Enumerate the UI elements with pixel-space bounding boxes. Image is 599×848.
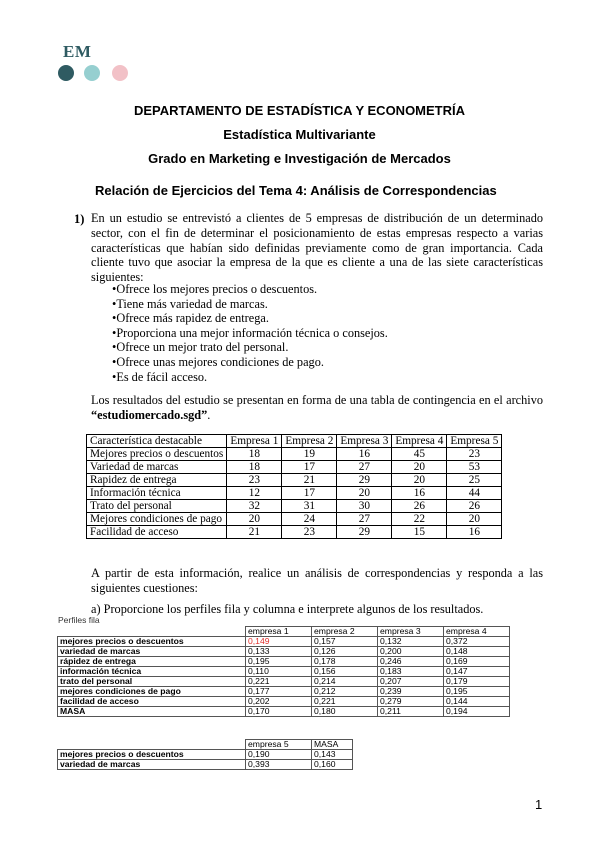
- subject-heading: Estadística Multivariante: [223, 127, 376, 142]
- row-profiles-table: [57, 626, 510, 717]
- table-cell: 29: [337, 526, 392, 539]
- row-label: trato del personal: [58, 677, 246, 687]
- row-label: facilidad de acceso: [58, 697, 246, 707]
- column-header: Empresa 2: [282, 435, 337, 448]
- table-row: [58, 750, 353, 760]
- table-header-row: [58, 627, 510, 637]
- list-item: • Ofrece los mejores precios o descuentos.: [112, 282, 388, 297]
- table-cell: 27: [337, 513, 392, 526]
- table-cell: 17: [282, 487, 337, 500]
- results-text: Los resultados del estudio se presentan en forma de una tabla de contingencia en el archivo: [91, 393, 543, 407]
- highlighted-cell: 0,149: [246, 637, 312, 647]
- sub-question-a: a) Proporcione los perfiles fila y columna e interprete algunos de los resultados.: [91, 602, 484, 616]
- table-row: [58, 657, 510, 667]
- table-cell: 23: [227, 474, 282, 487]
- table-cell: 53: [447, 461, 502, 474]
- table-cell: 0,178: [312, 657, 378, 667]
- table-cell: 0,132: [378, 637, 444, 647]
- table-cell: 32: [227, 500, 282, 513]
- table-cell: 0,183: [378, 667, 444, 677]
- table-cell: 0,214: [312, 677, 378, 687]
- table-cell: 17: [282, 461, 337, 474]
- column-header: empresa 1: [246, 627, 312, 637]
- table-cell: 22: [392, 513, 447, 526]
- table-cell: 16: [447, 526, 502, 539]
- row-profiles-label: Perfiles fila: [58, 615, 100, 625]
- table-cell: 31: [282, 500, 337, 513]
- table-cell: 0,157: [312, 637, 378, 647]
- table-row: [87, 448, 502, 461]
- table-cell: 0,110: [246, 667, 312, 677]
- row-label: variedad de marcas: [58, 760, 246, 770]
- table-row: [58, 760, 353, 770]
- page-number: 1: [535, 797, 543, 812]
- table-cell: 0,194: [444, 707, 510, 717]
- column-header: empresa 5: [246, 740, 312, 750]
- table-row: [87, 500, 502, 513]
- table-cell: 25: [447, 474, 502, 487]
- row-label: mejores precios o descuentos: [58, 750, 246, 760]
- table-cell: 27: [337, 461, 392, 474]
- row-label: Rapidez de entrega: [87, 474, 227, 487]
- table-cell: 24: [282, 513, 337, 526]
- table-cell: 20: [392, 474, 447, 487]
- table-cell: 23: [282, 526, 337, 539]
- column-header: Característica destacable: [87, 435, 227, 448]
- table-header-row: [58, 740, 353, 750]
- table-cell: 20: [392, 461, 447, 474]
- table-cell: 18: [227, 461, 282, 474]
- row-label: mejores condiciones de pago: [58, 687, 246, 697]
- results-paragraph: [91, 393, 543, 423]
- row-label: Facilidad de acceso: [87, 526, 227, 539]
- table-cell: 20: [227, 513, 282, 526]
- table-cell: 18: [227, 448, 282, 461]
- list-item: • Ofrece más rapidez de entrega.: [112, 311, 388, 326]
- row-label: MASA: [58, 707, 246, 717]
- table-cell: 0,212: [312, 687, 378, 697]
- table-row: [58, 687, 510, 697]
- row-label: Variedad de marcas: [87, 461, 227, 474]
- table-cell: 0,202: [246, 697, 312, 707]
- column-header: empresa 2: [312, 627, 378, 637]
- table-cell: 20: [447, 513, 502, 526]
- table-cell: 0,200: [378, 647, 444, 657]
- results-end: .: [207, 407, 211, 422]
- instructions-paragraph: A partir de esta información, realice un análisis de correspondencias y responda a las siguientes cuestiones:: [91, 566, 543, 595]
- table-cell: 0,279: [378, 697, 444, 707]
- table-cell: 0,211: [378, 707, 444, 717]
- question-number: 1): [74, 212, 85, 226]
- table-cell: 0,147: [444, 667, 510, 677]
- table-cell: 0,195: [246, 657, 312, 667]
- row-profiles-table-continued: [57, 739, 353, 770]
- row-label: información técnica: [58, 667, 246, 677]
- table-cell: 0,133: [246, 647, 312, 657]
- table-cell: 21: [227, 526, 282, 539]
- table-cell: 29: [337, 474, 392, 487]
- logo-dot-pink: [112, 65, 128, 81]
- question-intro: En un estudio se entrevistó a clientes de 5 empresas de distribución de un determinado sector, con el fin de determinar el posicionamiento de estas empresas respecto a varias características que habían sido definidas previamente como de gran importancia. Cada cliente tuvo que asociar la empresa de la que es cliente a una de las siete características siguientes:: [91, 211, 543, 285]
- table-cell: 15: [392, 526, 447, 539]
- degree-heading: Grado en Marketing e Investigación de Mercados: [148, 151, 451, 166]
- table-cell: 0,144: [444, 697, 510, 707]
- table-row: [58, 707, 510, 717]
- logo-text: EM: [63, 42, 92, 61]
- table-cell: 0,148: [444, 647, 510, 657]
- table-cell: 23: [447, 448, 502, 461]
- table-cell: 0,169: [444, 657, 510, 667]
- table-cell: 0,393: [246, 760, 312, 770]
- table-cell: 0,180: [312, 707, 378, 717]
- table-cell: 26: [392, 500, 447, 513]
- logo-dot-dark: [58, 65, 74, 81]
- table-cell: 44: [447, 487, 502, 500]
- table-cell: 0,239: [378, 687, 444, 697]
- table-row: [87, 461, 502, 474]
- data-file-name: “estudiomercado.sgd”: [91, 407, 208, 422]
- row-label: Mejores precios o descuentos: [87, 448, 227, 461]
- table-row: [87, 487, 502, 500]
- table-cell: 30: [337, 500, 392, 513]
- table-cell: 12: [227, 487, 282, 500]
- table-cell: 21: [282, 474, 337, 487]
- table-row: [58, 697, 510, 707]
- department-heading: DEPARTAMENTO DE ESTADÍSTICA Y ECONOMETRÍA: [133, 103, 466, 118]
- contingency-table: [86, 434, 502, 539]
- empty-corner-cell: [58, 740, 246, 750]
- table-row: [87, 526, 502, 539]
- table-row: [87, 513, 502, 526]
- column-header: empresa 3: [378, 627, 444, 637]
- table-cell: 0,126: [312, 647, 378, 657]
- table-cell: 0,143: [312, 750, 353, 760]
- table-cell: 0,156: [312, 667, 378, 677]
- table-cell: 20: [337, 487, 392, 500]
- em-logo: [58, 42, 138, 84]
- table-cell: 0,221: [246, 677, 312, 687]
- table-cell: 26: [447, 500, 502, 513]
- column-header: Empresa 1: [227, 435, 282, 448]
- row-label: Trato del personal: [87, 500, 227, 513]
- row-label: mejores precios o descuentos: [58, 637, 246, 647]
- table-row: [58, 637, 510, 647]
- table-cell: 0,246: [378, 657, 444, 667]
- table-cell: 16: [337, 448, 392, 461]
- characteristics-list: [112, 282, 388, 384]
- table-cell: 19: [282, 448, 337, 461]
- column-header: Empresa 5: [447, 435, 502, 448]
- logo-dot-teal: [84, 65, 100, 81]
- list-item: • Proporciona una mejor información técnica o consejos.: [112, 326, 388, 341]
- column-header: empresa 4: [444, 627, 510, 637]
- exercise-set-title: Relación de Ejercicios del Tema 4: Análisis de Correspondencias: [95, 183, 497, 198]
- list-item: • Ofrece un mejor trato del personal.: [112, 340, 388, 355]
- column-header: Empresa 4: [392, 435, 447, 448]
- column-header: Empresa 3: [337, 435, 392, 448]
- table-cell: 0,177: [246, 687, 312, 697]
- list-item: • Tiene más variedad de marcas.: [112, 297, 388, 312]
- list-item: • Ofrece unas mejores condiciones de pago.: [112, 355, 388, 370]
- empty-corner-cell: [58, 627, 246, 637]
- column-header: MASA: [312, 740, 353, 750]
- row-label: Mejores condiciones de pago: [87, 513, 227, 526]
- table-cell: 0,221: [312, 697, 378, 707]
- table-cell: 0,195: [444, 687, 510, 697]
- table-header-row: [87, 435, 502, 448]
- table-cell: 45: [392, 448, 447, 461]
- table-cell: 0,170: [246, 707, 312, 717]
- table-row: [58, 677, 510, 687]
- row-label: Información técnica: [87, 487, 227, 500]
- table-row: [87, 474, 502, 487]
- table-cell: 0,179: [444, 677, 510, 687]
- table-cell: 0,160: [312, 760, 353, 770]
- table-row: [58, 667, 510, 677]
- table-row: [58, 647, 510, 657]
- table-cell: 0,372: [444, 637, 510, 647]
- row-label: variedad de marcas: [58, 647, 246, 657]
- list-item: • Es de fácil acceso.: [112, 370, 388, 385]
- row-label: rápidez de entrega: [58, 657, 246, 667]
- table-cell: 0,207: [378, 677, 444, 687]
- table-cell: 0,190: [246, 750, 312, 760]
- table-cell: 16: [392, 487, 447, 500]
